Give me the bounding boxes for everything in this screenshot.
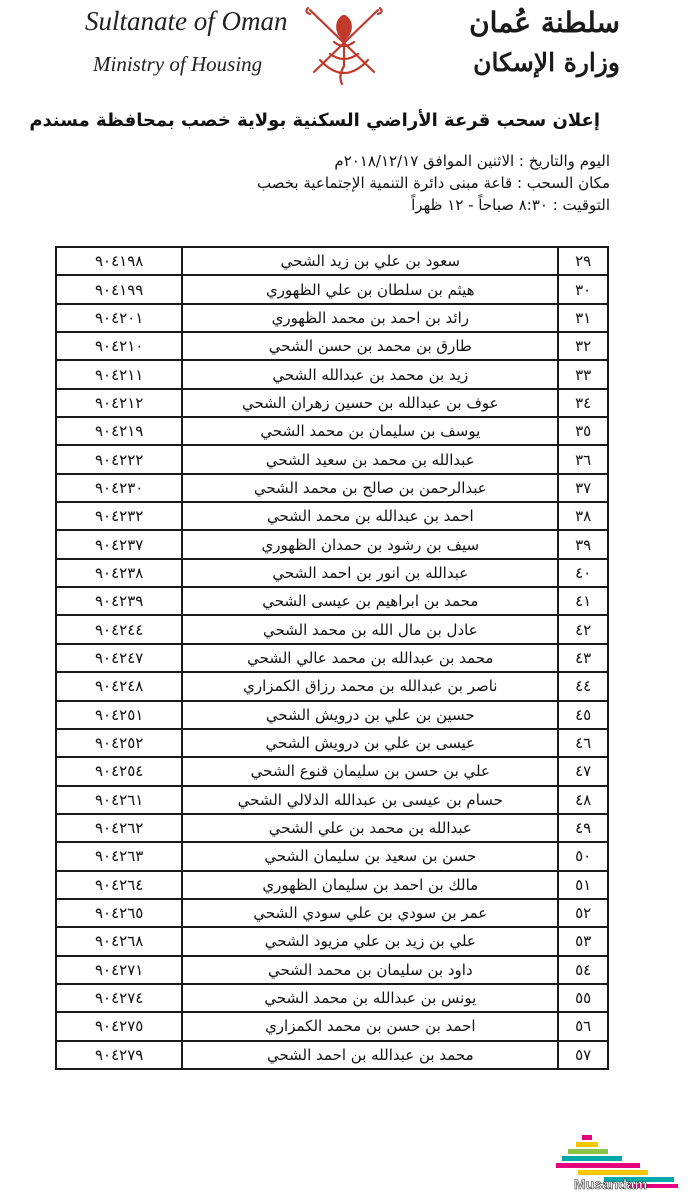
- watermark-text: Musandam: [574, 1176, 648, 1192]
- table-row: [56, 275, 608, 303]
- table-row: [56, 899, 608, 927]
- table-row: [56, 332, 608, 360]
- row-number: ٤١: [558, 587, 608, 615]
- row-number: ٣٨: [558, 502, 608, 530]
- row-plot-number: ٩٠٤١٩٩: [56, 275, 182, 303]
- row-number: ٣٣: [558, 360, 608, 388]
- row-name: عبدالله بن محمد بن سعيد الشحي: [182, 445, 558, 473]
- row-name: حسن بن سعيد بن سليمان الشحي: [182, 842, 558, 870]
- draw-info: [257, 150, 610, 216]
- row-plot-number: ٩٠٤٢٦٥: [56, 899, 182, 927]
- row-plot-number: ٩٠٤١٩٨: [56, 247, 182, 275]
- row-number: ٣١: [558, 304, 608, 332]
- row-plot-number: ٩٠٤٢٧١: [56, 956, 182, 984]
- row-number: ٥٣: [558, 927, 608, 955]
- table-row: [56, 1041, 608, 1069]
- english-subtitle: Ministry of Housing: [93, 52, 263, 76]
- row-name: علي بن حسن بن سليمان قنوع الشحي: [182, 757, 558, 785]
- arabic-subtitle: وزارة الإسكان: [473, 48, 620, 77]
- row-name: عوف بن عبدالله بن حسين زهران الشحي: [182, 389, 558, 417]
- table-row: [56, 304, 608, 332]
- row-number: ٤٨: [558, 786, 608, 814]
- table-row: [56, 502, 608, 530]
- row-plot-number: ٩٠٤٢٧٥: [56, 1012, 182, 1040]
- row-plot-number: ٩٠٤٢٧٤: [56, 984, 182, 1012]
- table-row: [56, 644, 608, 672]
- time-line: التوقيت : ٨:٣٠ صباحاً - ١٢ ظهراً: [411, 196, 610, 214]
- row-plot-number: ٩٠٤٢٦١: [56, 786, 182, 814]
- row-plot-number: ٩٠٤٢٢٢: [56, 445, 182, 473]
- row-name: طارق بن محمد بن حسن الشحي: [182, 332, 558, 360]
- row-name: احمد بن حسن بن محمد الكمزاري: [182, 1012, 558, 1040]
- row-name: علي بن زيد بن علي مزيود الشحي: [182, 927, 558, 955]
- row-plot-number: ٩٠٤٢٦٢: [56, 814, 182, 842]
- row-name: حسين بن علي بن درويش الشحي: [182, 701, 558, 729]
- arabic-title: سلطنة عُمان: [469, 6, 620, 39]
- row-number: ٤٥: [558, 701, 608, 729]
- table-row: [56, 587, 608, 615]
- row-name: عبدالرحمن بن صالح بن محمد الشحي: [182, 474, 558, 502]
- row-plot-number: ٩٠٤٢٣٩: [56, 587, 182, 615]
- table-row: [56, 842, 608, 870]
- row-plot-number: ٩٠٤٢٥١: [56, 701, 182, 729]
- row-plot-number: ٩٠٤٢١٠: [56, 332, 182, 360]
- table-row: [56, 757, 608, 785]
- table-row: [56, 530, 608, 558]
- row-name: عبدالله بن انور بن احمد الشحي: [182, 559, 558, 587]
- row-name: سيف بن رشود بن حمدان الظهوري: [182, 530, 558, 558]
- row-number: ٣٥: [558, 417, 608, 445]
- table-row: [56, 729, 608, 757]
- english-title: Sultanate of Oman: [85, 6, 288, 36]
- row-plot-number: ٩٠٤٢٧٩: [56, 1041, 182, 1069]
- row-plot-number: ٩٠٤٢٤٧: [56, 644, 182, 672]
- table-row: [56, 247, 608, 275]
- row-number: ٥٤: [558, 956, 608, 984]
- row-name: عمر بن سودي بن علي سودي الشحي: [182, 899, 558, 927]
- row-plot-number: ٩٠٤٢٣٢: [56, 502, 182, 530]
- table-row: [56, 672, 608, 700]
- row-number: ٣٤: [558, 389, 608, 417]
- row-number: ٢٩: [558, 247, 608, 275]
- row-plot-number: ٩٠٤٢٦٤: [56, 871, 182, 899]
- date-line: اليوم والتاريخ : الاثنين الموافق ٢٠١٨/١٢/١٧م: [334, 152, 610, 170]
- row-number: ٣٩: [558, 530, 608, 558]
- oman-emblem-icon: [300, 2, 388, 88]
- row-number: ٤٠: [558, 559, 608, 587]
- row-name: احمد بن عبدالله بن محمد الشحي: [182, 502, 558, 530]
- row-plot-number: ٩٠٤٢٥٤: [56, 757, 182, 785]
- row-number: ٤٦: [558, 729, 608, 757]
- row-name: سعود بن علي بن زيد الشحي: [182, 247, 558, 275]
- row-plot-number: ٩٠٤٢٣٠: [56, 474, 182, 502]
- row-plot-number: ٩٠٤٢١٩: [56, 417, 182, 445]
- winners-table: [55, 246, 609, 1070]
- row-plot-number: ٩٠٤٢٣٨: [56, 559, 182, 587]
- row-number: ٣٦: [558, 445, 608, 473]
- table-row: [56, 615, 608, 643]
- row-number: ٥٥: [558, 984, 608, 1012]
- table-row: [56, 927, 608, 955]
- row-name: يوسف بن سليمان بن محمد الشحي: [182, 417, 558, 445]
- row-plot-number: ٩٠٤٢٥٢: [56, 729, 182, 757]
- row-number: ٣٢: [558, 332, 608, 360]
- row-number: ٥٧: [558, 1041, 608, 1069]
- row-name: عبدالله بن محمد بن علي الشحي: [182, 814, 558, 842]
- row-number: ٥٠: [558, 842, 608, 870]
- row-number: ٥١: [558, 871, 608, 899]
- letterhead: [0, 0, 700, 100]
- row-plot-number: ٩٠٤٢١١: [56, 360, 182, 388]
- row-name: حسام بن عيسى بن عبدالله الدلالي الشحي: [182, 786, 558, 814]
- row-name: داود بن سليمان بن محمد الشحي: [182, 956, 558, 984]
- row-number: ٤٩: [558, 814, 608, 842]
- row-plot-number: ٩٠٤٢١٢: [56, 389, 182, 417]
- row-number: ٤٢: [558, 615, 608, 643]
- row-plot-number: ٩٠٤٢٠١: [56, 304, 182, 332]
- row-number: ٤٣: [558, 644, 608, 672]
- table-row: [56, 445, 608, 473]
- row-plot-number: ٩٠٤٢٤٨: [56, 672, 182, 700]
- row-name: رائد بن احمد بن محمد الظهوري: [182, 304, 558, 332]
- table-row: [56, 956, 608, 984]
- row-number: ٥٢: [558, 899, 608, 927]
- row-number: ٤٤: [558, 672, 608, 700]
- row-name: يونس بن عبدالله بن محمد الشحي: [182, 984, 558, 1012]
- row-name: محمد بن عبدالله بن محمد عالي الشحي: [182, 644, 558, 672]
- row-name: هيثم بن سلطان بن علي الظهوري: [182, 275, 558, 303]
- row-name: ناصر بن عبدالله بن محمد رزاق الكمزاري: [182, 672, 558, 700]
- row-name: عادل بن مال الله بن محمد الشحي: [182, 615, 558, 643]
- table-row: [56, 474, 608, 502]
- table-row: [56, 814, 608, 842]
- table-row: [56, 984, 608, 1012]
- table-row: [56, 786, 608, 814]
- row-number: ٣٧: [558, 474, 608, 502]
- table-row: [56, 360, 608, 388]
- row-name: محمد بن ابراهيم بن عيسى الشحي: [182, 587, 558, 615]
- announcement-title: إعلان سحب قرعة الأراضي السكنية بولاية خصب بمحافظة مسندم: [29, 110, 600, 131]
- place-line: مكان السحب : قاعة مبنى دائرة التنمية الإجتماعية بخصب: [256, 174, 610, 192]
- row-plot-number: ٩٠٤٢٦٨: [56, 927, 182, 955]
- table-row: [56, 389, 608, 417]
- row-number: ٤٧: [558, 757, 608, 785]
- row-number: ٣٠: [558, 275, 608, 303]
- table-row: [56, 871, 608, 899]
- table-row: [56, 417, 608, 445]
- row-plot-number: ٩٠٤٢٣٧: [56, 530, 182, 558]
- row-name: عيسى بن علي بن درويش الشحي: [182, 729, 558, 757]
- table-row: [56, 559, 608, 587]
- row-plot-number: ٩٠٤٢٦٣: [56, 842, 182, 870]
- row-name: محمد بن عبدالله بن احمد الشحي: [182, 1041, 558, 1069]
- row-number: ٥٦: [558, 1012, 608, 1040]
- row-name: مالك بن احمد بن سليمان الظهوري: [182, 871, 558, 899]
- table-row: [56, 701, 608, 729]
- table-row: [56, 1012, 608, 1040]
- row-plot-number: ٩٠٤٢٤٤: [56, 615, 182, 643]
- row-name: زيد بن محمد بن عبدالله الشحي: [182, 360, 558, 388]
